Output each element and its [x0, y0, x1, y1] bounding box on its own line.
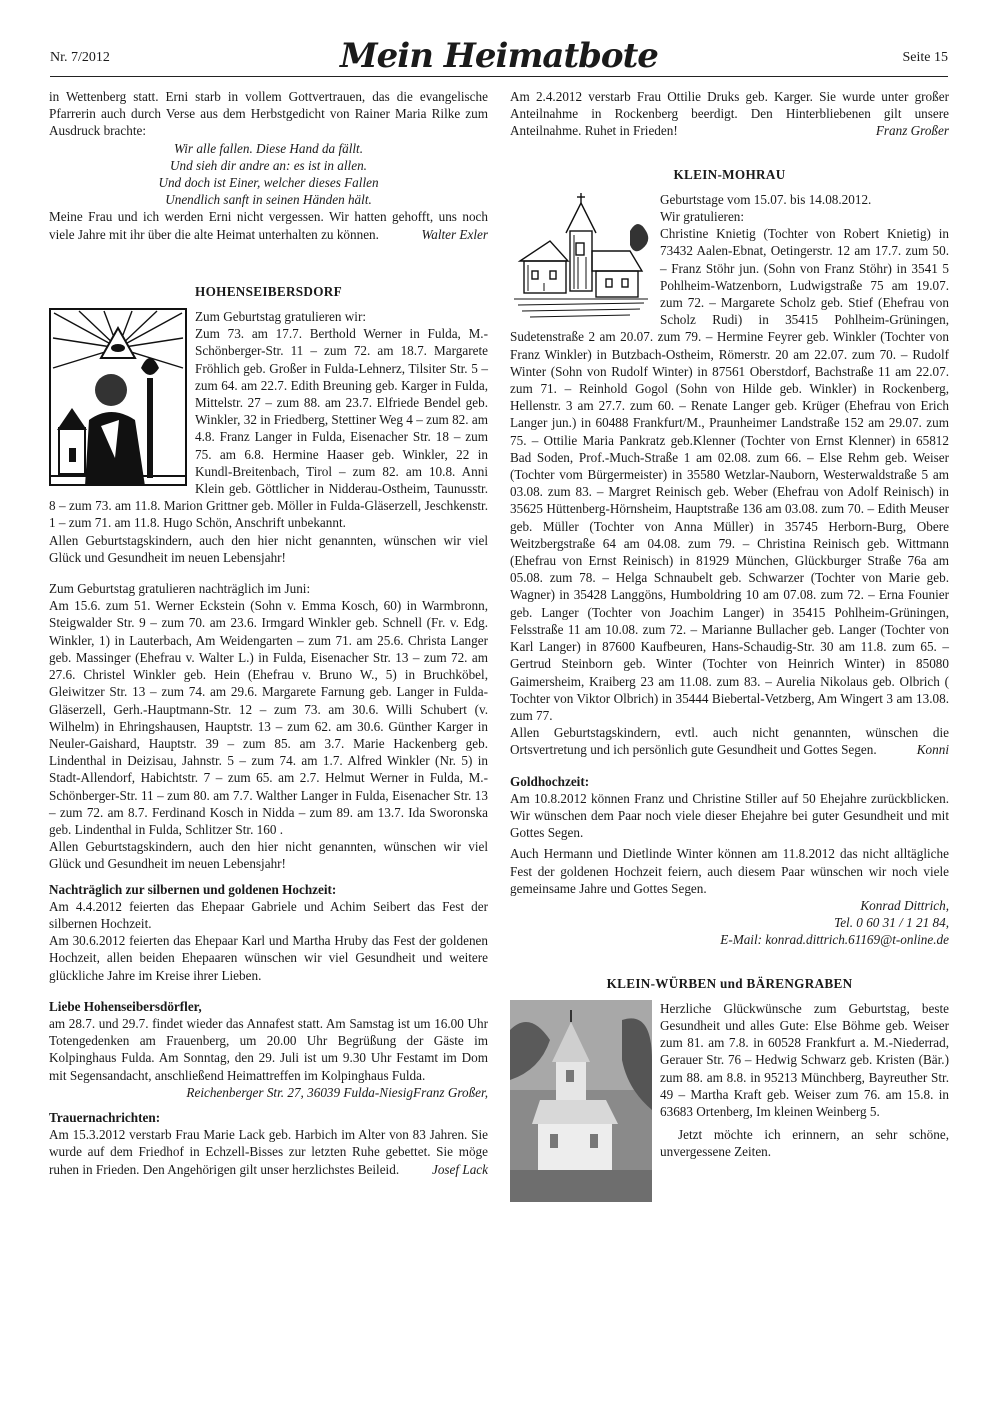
signature-email[interactable]: E-Mail: konrad.dittrich.61169@t-online.de — [720, 932, 949, 948]
hohenseibersdorf-wish: Allen Geburtstagskindern, auch den hier nicht genannten, wünschen wir viel Glück und Gesundheit im neuen Lebensjahr! — [49, 532, 488, 565]
hohenseibersdorf-birthdays: Zum Geburtstag gratulieren wir: Zum 73. am 17.7. Berthold Werner in Fulda, M.-Schönberger-Str. 11 – zum 72. am 18.7. Margarete Fröhlich geb. Großer in Fulda-Lehnerz, Tilsiter Str. 5 – zum 64. am 22.7. Edith Breuning geb. Karger in Fulda, Mittelstr. 27 – zum 88. am 23.7. Elfriede Bendel geb. Winkler, 32 in Friedberg, Stettiner Weg 4 – zum 82. am 4.8. Franz Langer in Fulda, Eisenacher Str. 18 – zum 75. am 6.8. Hermine Haaser geb. Winkler, 22 in Kundl-Breitenbach, Tirol – zum 82. am 10.8. Anni Klein geb. Göttlicher in Nidderau-Ostheim, Taunusstr. 8 – zum 73. am 11.8. Marion Grittner geb. Möller in Fulda-Gläserzell, Jeschkenstr. 1 – zum 71. am 11.8. Hugo Schön, Anschrift unbekannt. — [49, 309, 488, 531]
klein-wuerben-closing: Jetzt möchte ich erinnern, an sehr schöne, unvergessene Zeiten. — [660, 1127, 949, 1160]
klein-mohrau-signature: Konni — [916, 742, 949, 758]
left-column — [49, 88, 488, 1178]
issue-number: Nr. 7/2012 — [50, 50, 110, 65]
poem-line: Und sieh dir andre an: es ist in allen. — [170, 157, 367, 173]
mourning-text: Am 15.3.2012 verstarb Frau Marie Lack geb. Harbich im Alter von 83 Jahren. Sie wurde auf dem Friedhof in Echzell-Bisses zur letzten Ruhe gebettet. Sie möge ruhen in Frieden. Den Angehörigen gilt unser herzlichstes Beileid. Josef Lack — [49, 1127, 488, 1177]
silver-wedding: Am 4.4.2012 feierten das Ehepaar Gabriele und Achim Seibert das Fest der silbernen Hochzeit. — [49, 898, 488, 931]
signature-name: Konrad Dittrich, — [860, 897, 949, 913]
page-number: Seite 15 — [902, 50, 948, 65]
village-church-drawing — [510, 191, 652, 321]
klein-mohrau-birthdays: Christine Knietig (Tochter von Robert Knietig) in 73432 Aalen-Ebnat, Oetingerstr. 12 am 17.7. zum 50. – Franz Stöhr jun. (Sohn von Franz Stöhr) in 3541 5 Pohlheim-Watzenborn, Ludwigstraße 75 am 19.07. zum 72. – Margarete Scholz geb. Stief (Ehefrau von Scholz Rudi) in 35415 Pohlheim-Grüningen, Sudetenstraße 2 am 20.07. zum 79. – Hermine Feyrer geb. Winkler (Tochter von Franz Winkler) in Butzbach-Ostheim, Römerstr. 20 am 22.07. zum 70. – Rudolf Winter (Sohn von Rudolf Winter) in 87561 Oberstdorf, Bachstraße 11 am 22.07. zum 71. – Reinhold Gogol (Sohn von Hilde geb. Winkler) in Rockenberg, Hellenstr. 3 am 27.7. zum 60. – Renate Langer geb. Krüger (Ehefrau von Erich Langer jun.) in 60488 Frankfurt/M., Praunheimer Landstraße 152 am 29.07. zum 75. – Ottilie Maria Pankratz geb.Klenner (Tochter von Ernst Klenner) in 65812 Bad Soden, Prof.-Much-Straße 1 am 02.08. zum 66. – Else Rehm geb. Weiser (Tochter vom Bürgermeister) in 35580 Wetzlar-Nauborn, Westerwaldstraße 5 am 03.08. zum 83. – Margret Reinisch geb. Weber (Ehefrau von Adolf Reinisch) in 35625 Hüttenberg-Hörnsheim, Hauptstraße 136 am 03.08. zum 70. – Edith Meuser geb. Müller (Tochter von Anna Müller) in 35745 Herborn-Burg, Obere Weitzbergstraße 64 am 04.08. zum 79. – Christina Reinisch geb. Wittmann (Ehefrau von Ernst Reinisch) in 81929 München, Glückburger Straße 76a am 05.08. zum 78. – Helga Schnaubelt geb. Schwarzer (Tochter von Marie geb. Wagner) in 35428 Langgöns, Humboldring 10 am 07.08. zum 72. – Erna Founier geb. Langer (Tochter von Joachim Langer) in 35415 Pohlheim-Grüningen, Felsstraße 11 am 10.08. zum 72. – Marianne Bullacher geb. Langer (Tochter von Karl Langer) in 87600 Kaufbeuren, Hans-Schaudig-Str. 30 am 11.8. zum 65. – Gertrud Steinborn geb. Winter (Tochter von Heinrich Winter) in 85080 Gaimersheim, Kraiberg 23 am 11.08. zum 83. – Aurelia Nikolaus geb. Olbrich ( Tochter von Viktor Olbrich) in 35444 Biebertal-Vetzberg, Am Wingert 3 am 13.08. zum 77. — [510, 226, 949, 723]
obituary-druks: Am 2.4.2012 verstarb Frau Ottilie Druks geb. Karger. Sie wurde unter großer Anteilnahme in Rockenberg beerdigt. Den Hinterbliebenen gilt unsere Anteilnahme. Ruhet in Frieden! Franz Großer — [510, 89, 949, 139]
woodcut-saint-image — [49, 308, 187, 486]
festival-signature-address: Reichenberger Str. 27, 36039 Fulda-Niesig — [186, 1084, 414, 1100]
closing-paragraph: Meine Frau und ich werden Erni nicht vergessen. Wir hatten gehofft, uns noch viele Jahre mit ihr über die alte Heimat unterhalten zu können. Walter Exler — [49, 209, 488, 242]
festival-title: Liebe Hohenseibersdörfler, — [49, 998, 202, 1014]
klein-wuerben-birthdays: Herzliche Glückwünsche zum Geburtstag, beste Gesundheit und alles Gute: Else Böhme geb. Weiser zum 81. am 7.8. in 60528 Frankfurt a. M.-Niederrad, Gerauer Str. 76 – Hedwig Schwarz geb. Kristen (Bär.) zum 88. am 8.8. in 95213 Münchberg, Bayreuther Str. 49 – Martha Kraft geb. Weiser zum 76. am 15.8. in 63683 Ortenberg, Im kleinen Weinberg 5. — [660, 1000, 949, 1119]
right-column — [510, 88, 949, 1204]
golden-wedding-title: Goldhochzeit: — [510, 773, 590, 789]
mourning-title: Trauernachrichten: — [49, 1109, 161, 1125]
closing-signature: Walter Exler — [421, 226, 488, 242]
klein-mohrau-intro: Geburtstage vom 15.07. bis 14.08.2012. Wir gratulieren: — [660, 191, 872, 225]
intro-paragraph: in Wettenberg statt. Erni starb in vollem Gottvertrauen, das die evangelische Pfarrerin auch durch Verse aus dem Herbstgedicht von Rainer Maria Rilke zum Ausdruck brachte: — [49, 89, 488, 139]
late-birthdays-wish: Allen Geburtstagskindern, auch den hier nicht genannten, wünschen wir viel Glück und Gesundheit im neuen Lebensjahr! — [49, 839, 488, 872]
page-header — [50, 36, 948, 77]
festival-signature-name: Franz Großer, — [413, 1084, 488, 1100]
golden-wedding-winter: Auch Hermann und Dietlinde Winter können am 11.8.2012 das nicht alltägliche Fest der goldenen Hochzeit feiern, auch diesem Paar wünschen wir noch viele gemeinsame Jahre und Gottes Segen. — [510, 846, 949, 896]
poem-line: Und doch ist Einer, welcher dieses Fallen — [158, 175, 379, 191]
section-title-hohenseibersdorf: HOHENSEIBERSDORF — [195, 283, 342, 299]
signature-phone: Tel. 0 60 31 / 1 21 84, — [834, 915, 949, 931]
late-birthdays-intro: Zum Geburtstag gratulieren nachträglich im Juni: — [49, 581, 311, 597]
obituary-signature: Franz Großer — [875, 123, 949, 139]
poem-line: Unendlich sanft in seinen Händen hält. — [165, 192, 372, 208]
poem-line: Wir alle fallen. Diese Hand da fällt. — [173, 140, 363, 156]
section-title-klein-mohrau: KLEIN-MOHRAU — [673, 166, 786, 182]
masthead: Mein Heimatbote — [340, 36, 658, 76]
poem — [49, 140, 488, 209]
golden-wedding: Am 30.6.2012 feierten das Ehepaar Karl und Martha Hruby das Fest der goldenen Hochzeit, allen beiden Ehepaaren wünschen wir viel Gesundheit und weitere glückliche Jahre im Kreise ihrer Lieben. — [49, 933, 488, 983]
chapel-photo — [510, 1000, 652, 1202]
mourning-signature: Josef Lack — [431, 1161, 488, 1177]
late-birthdays: Am 15.6. zum 51. Werner Eckstein (Sohn v. Emma Kosch, 60) in Warmbronn, Steigwalder Str. 9 – zum 70. am 23.6. Irmgard Winkler geb. Schnell (Fr. v. Edg. Winkler, 1) in Lauterbach, Am Weidengarten – zum 71. am 25.6. Christa Langer geb. Massinger (Ehefrau v. Walter L.) in Fulda, Eisenacher Str. 13 – zum 72. am 27.6. Christel Winkler geb. Hein (Ehefrau v. Bruno W., 5) in Bruchköbel, Gleiwitzer Str. 13 – zum 74. am 29.6. Margarete Farnung geb. Langer in Fulda-Gläserzell, Gerh.-Hauptmann-Str. 12 – zum 73. am 30.6. Willi Schubert (v. Wilhelm) in Ehringshausen, Hauptstr. 13 – zum 62. am 30.6. Günther Karger in Neuler-Gaishard, Hauptstr. 39 – zum 85. am 3.7. Marie Hackenberg geb. Lindenthal in Deizisau, Jahnstr. 5 – zum 74. am 1.7. Alfred Winkler (Nr. 5) in Stadt-Allendorf, Habichtstr. 7 – zum 65. am 2.7. Helmut Werner in Fulda, M.-Schönberger-Str. 11 – zum 80. am 7.7. Walther Langer in Fulda, Eisenacher Str. 13 – zum 72. am 8.7. Ferdinand Kosch in Nidda – zum 89. am 13.7. Ida Sworonska geb. Lindenthal in Fulda, Schlitzer Str. 160 . — [49, 598, 488, 837]
anniversary-title: Nachträglich zur silbernen und goldenen Hochzeit: — [49, 881, 337, 897]
golden-wedding-stiller: Am 10.8.2012 können Franz und Christine Stiller auf 50 Ehejahre zurückblicken. Wir wünschen dem Paar noch viele dieser Ehejahre bei guter Gesundheit und mit Gottes Segen. — [510, 790, 949, 841]
section-title-klein-wuerben: KLEIN-WÜRBEN und BÄRENGRABEN — [606, 975, 853, 991]
klein-mohrau-wish: Allen Geburtstagskindern, evtl. auch nicht genannten, wünschen die Ortsvertretung und ich persönlich gute Gesundheit und Gottes Segen. Konni — [510, 725, 949, 758]
festival-text: am 28.7. und 29.7. findet wieder das Annafest statt. Am Samstag ist um 16.00 Uhr Totengedenken am Frauenberg, um 20.00 Uhr Begrüßung der Gäste im Kolpinghaus Fulda. Am Sonntag, den 29. Juli ist um 9.30 Uhr Festamt im Dom mit Segensandacht, anschließend Heimattreffen im Kolpinghaus Fulda. Franz Großer, — [49, 1015, 488, 1100]
